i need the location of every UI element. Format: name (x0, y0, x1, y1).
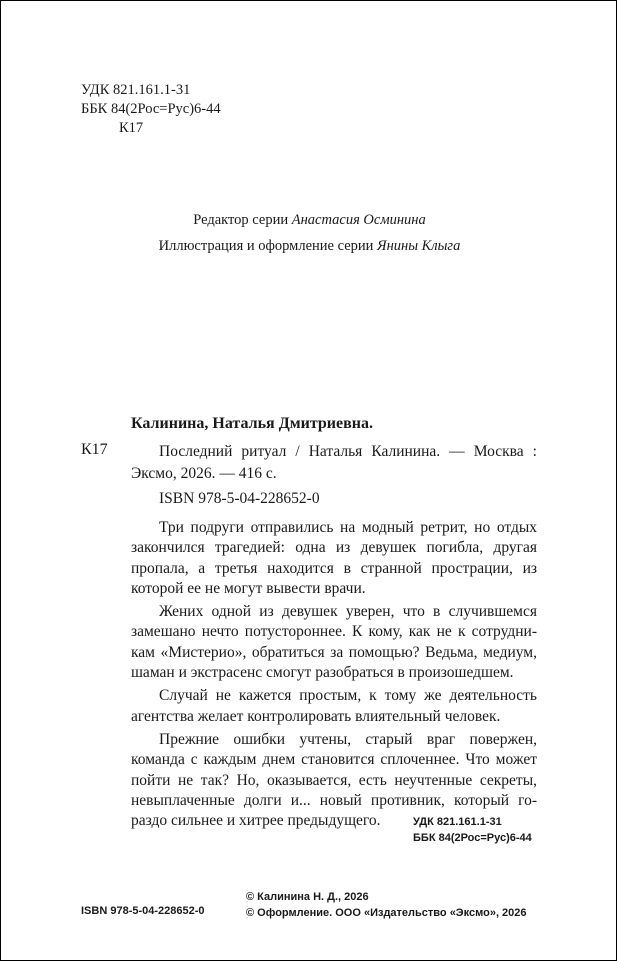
annotation-line: пропала, а третья находится в странной прострации, из (131, 559, 537, 577)
footer-isbn: ISBN 978-5-04-228652-0 (81, 905, 205, 917)
illustration-label: Иллюстрация и оформление серии (158, 238, 378, 254)
annotation-paragraph (131, 602, 537, 683)
annotation-line: агентства желает контролировать влиятельный человек. (131, 707, 501, 725)
bib-title-line: Последний ритуал / Наталья Калинина. — Москва : (159, 443, 537, 460)
copyright-design: © Оформление. ООО «Издательство «Эксмо», 2026 (246, 907, 527, 919)
annotation-line: Прежние ошибки учтены, старый враг повержен, (159, 730, 537, 748)
copyright-author: © Калинина Н. Д., 2026 (246, 891, 369, 903)
annotation (131, 518, 537, 831)
bbk-code-bottom: ББК 84(2Рос=Рус)6-44 (413, 832, 532, 844)
illustration-name: Янины Клыга (377, 238, 461, 254)
classification-codes (81, 81, 221, 138)
editor-credit (1, 212, 617, 229)
annotation-line: Жених одной из девушек уверен, что в случившемся (159, 603, 537, 621)
udk-code-bottom: УДК 821.161.1-31 (413, 816, 502, 828)
bbk-code: ББК 84(2Рос=Рус)6-44 (81, 101, 221, 117)
copyright-block (246, 889, 527, 921)
bib-isbn: ISBN 978-5-04-228652-0 (159, 490, 320, 507)
annotation-line: закончился трагедией: одна из девушек погибла, другая (131, 539, 537, 557)
editor-name: Анастасия Осминина (291, 212, 426, 228)
bib-mark: К17 (81, 441, 108, 458)
annotation-line: невыплаченные долги и... новый противник, который го- (131, 791, 537, 809)
bottom-classification-codes (413, 814, 532, 846)
editor-label: Редактор серии (193, 212, 292, 228)
author-mark: К17 (119, 120, 144, 136)
illustration-credit (1, 238, 617, 255)
annotation-line: кам «Мистерио», обратиться за помощью? Ведьма, медиум, (131, 643, 537, 661)
annotation-line: которой ее не могут вывести врачи. (131, 579, 366, 597)
annotation-line: шаман и экстрасенс смогут разобраться в произошедшем. (131, 664, 514, 682)
bib-publisher-line: Эксмо, 2026. — 416 с. (131, 465, 277, 482)
annotation-paragraph (131, 518, 537, 599)
annotation-paragraph (131, 686, 537, 727)
annotation-line: Три подруги отправились на модный ретрит, но отдых (159, 519, 537, 536)
udk-code: УДК 821.161.1-31 (81, 82, 191, 98)
annotation-line: команда с каждым днем становится сплоченнее. Что может (131, 751, 537, 769)
annotation-line: раздо сильнее и хитрее предыдущего. (131, 812, 381, 830)
bib-author: Калинина, Наталья Дмитриевна. (131, 415, 373, 432)
annotation-line: замешано нечто потустороннее. К кому, как не к сотрудни- (131, 623, 537, 641)
annotation-line: Случай не кажется простым, к тому же деятельность (159, 687, 537, 705)
annotation-line: пойти не так? Но, оказывается, есть неучтенные секреты, (131, 771, 537, 789)
